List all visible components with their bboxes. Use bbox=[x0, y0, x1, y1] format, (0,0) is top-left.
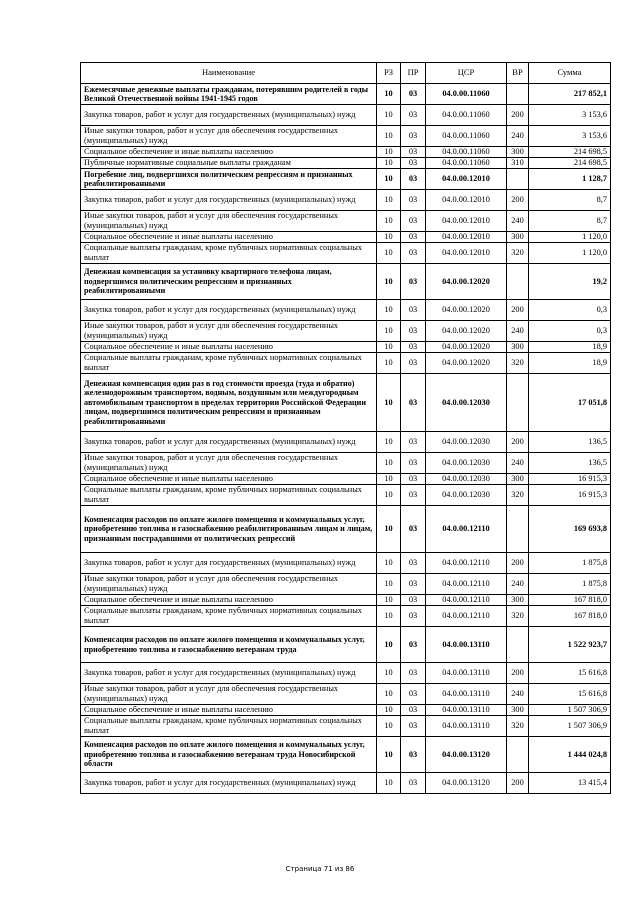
row-rz: 10 bbox=[377, 627, 401, 663]
row-csr: 04.0.00.11060 bbox=[426, 158, 507, 169]
row-sum: 1 875,8 bbox=[529, 553, 611, 574]
row-pr: 03 bbox=[401, 705, 426, 716]
row-rz: 10 bbox=[377, 705, 401, 716]
row-vr: 200 bbox=[507, 773, 529, 794]
row-csr: 04.0.00.13110 bbox=[426, 705, 507, 716]
table-row-section bbox=[81, 169, 611, 190]
row-name: Закупка товаров, работ и услуг для государственных (муниципальных) нужд bbox=[81, 105, 377, 126]
header-name: Наименование bbox=[81, 63, 377, 84]
row-vr bbox=[507, 737, 529, 773]
row-csr: 04.0.00.13120 bbox=[426, 773, 507, 794]
row-sum: 169 693,8 bbox=[529, 506, 611, 553]
row-name: Иные закупки товаров, работ и услуг для обеспечения государственных (муниципальных) нужд bbox=[81, 684, 377, 705]
table-row bbox=[81, 553, 611, 574]
row-rz: 10 bbox=[377, 211, 401, 232]
row-csr: 04.0.00.12010 bbox=[426, 190, 507, 211]
table-row bbox=[81, 211, 611, 232]
row-pr: 03 bbox=[401, 264, 426, 300]
row-sum: 13 415,4 bbox=[529, 773, 611, 794]
table-row-section bbox=[81, 627, 611, 663]
row-name: Денежная компенсация один раз в год стоимости проезда (туда и обратно) железнодорожным транспортом, водным, воздушным или междугородным автомобильным транспортом в пределах территории Российской Федерации лицам, подвергшимся политическим репрессиям и признанным реабилитированными bbox=[81, 374, 377, 432]
row-pr: 03 bbox=[401, 105, 426, 126]
row-pr: 03 bbox=[401, 321, 426, 342]
row-vr: 300 bbox=[507, 474, 529, 485]
row-csr: 04.0.00.12110 bbox=[426, 595, 507, 606]
row-sum: 8,7 bbox=[529, 190, 611, 211]
row-vr: 240 bbox=[507, 211, 529, 232]
row-csr: 04.0.00.12020 bbox=[426, 342, 507, 353]
row-name: Публичные нормативные социальные выплаты гражданам bbox=[81, 158, 377, 169]
row-rz: 10 bbox=[377, 574, 401, 595]
row-pr: 03 bbox=[401, 126, 426, 147]
row-name: Закупка товаров, работ и услуг для государственных (муниципальных) нужд bbox=[81, 432, 377, 453]
row-rz: 10 bbox=[377, 663, 401, 684]
row-sum: 167 818,0 bbox=[529, 595, 611, 606]
row-vr: 200 bbox=[507, 105, 529, 126]
row-vr: 240 bbox=[507, 126, 529, 147]
header-vr: ВР bbox=[507, 63, 529, 84]
row-pr: 03 bbox=[401, 506, 426, 553]
row-name: Компенсация расходов по оплате жилого помещения и коммунальных услуг, приобретению топлива и газоснабжению ветеранам труда bbox=[81, 627, 377, 663]
row-sum: 1 120,0 bbox=[529, 243, 611, 264]
row-rz: 10 bbox=[377, 169, 401, 190]
header-sum: Сумма bbox=[529, 63, 611, 84]
row-pr: 03 bbox=[401, 574, 426, 595]
row-sum: 214 698,5 bbox=[529, 147, 611, 158]
row-sum: 15 616,8 bbox=[529, 663, 611, 684]
row-csr: 04.0.00.13110 bbox=[426, 627, 507, 663]
row-name: Социальное обеспечение и иные выплаты населению bbox=[81, 595, 377, 606]
row-vr: 200 bbox=[507, 553, 529, 574]
row-rz: 10 bbox=[377, 506, 401, 553]
table-row bbox=[81, 342, 611, 353]
row-csr: 04.0.00.12030 bbox=[426, 374, 507, 432]
row-name: Иные закупки товаров, работ и услуг для обеспечения государственных (муниципальных) нужд bbox=[81, 126, 377, 147]
table-row bbox=[81, 243, 611, 264]
row-rz: 10 bbox=[377, 553, 401, 574]
row-rz: 10 bbox=[377, 105, 401, 126]
row-csr: 04.0.00.12020 bbox=[426, 300, 507, 321]
row-pr: 03 bbox=[401, 243, 426, 264]
table-row bbox=[81, 773, 611, 794]
row-pr: 03 bbox=[401, 773, 426, 794]
row-rz: 10 bbox=[377, 126, 401, 147]
row-rz: 10 bbox=[377, 147, 401, 158]
row-vr: 320 bbox=[507, 353, 529, 374]
row-name: Закупка товаров, работ и услуг для государственных (муниципальных) нужд bbox=[81, 773, 377, 794]
row-name: Денежная компенсация за установку квартирного телефона лицам, подвергшимся политическим репрессиям и признанных реабилитированными bbox=[81, 264, 377, 300]
row-sum: 167 818,0 bbox=[529, 606, 611, 627]
row-pr: 03 bbox=[401, 737, 426, 773]
row-csr: 04.0.00.12010 bbox=[426, 169, 507, 190]
row-rz: 10 bbox=[377, 474, 401, 485]
row-rz: 10 bbox=[377, 232, 401, 243]
row-name: Иные закупки товаров, работ и услуг для обеспечения государственных (муниципальных) нужд bbox=[81, 211, 377, 232]
row-sum: 136,5 bbox=[529, 432, 611, 453]
row-csr: 04.0.00.13110 bbox=[426, 716, 507, 737]
table-row-section bbox=[81, 737, 611, 773]
row-sum: 1 507 306,9 bbox=[529, 705, 611, 716]
row-name: Социальное обеспечение и иные выплаты населению bbox=[81, 147, 377, 158]
row-name: Социальные выплаты гражданам, кроме публичных нормативных социальных выплат bbox=[81, 485, 377, 506]
row-pr: 03 bbox=[401, 147, 426, 158]
table-row bbox=[81, 158, 611, 169]
row-sum: 0,3 bbox=[529, 321, 611, 342]
row-vr: 240 bbox=[507, 453, 529, 474]
row-sum: 1 507 306,9 bbox=[529, 716, 611, 737]
row-rz: 10 bbox=[377, 300, 401, 321]
row-csr: 04.0.00.12010 bbox=[426, 232, 507, 243]
row-name: Закупка товаров, работ и услуг для государственных (муниципальных) нужд bbox=[81, 553, 377, 574]
table-row bbox=[81, 432, 611, 453]
row-sum: 0,3 bbox=[529, 300, 611, 321]
row-name: Закупка товаров, работ и услуг для государственных (муниципальных) нужд bbox=[81, 663, 377, 684]
row-csr: 04.0.00.12020 bbox=[426, 321, 507, 342]
table-body bbox=[81, 84, 611, 794]
row-sum: 1 120,0 bbox=[529, 232, 611, 243]
row-pr: 03 bbox=[401, 606, 426, 627]
row-pr: 03 bbox=[401, 158, 426, 169]
row-csr: 04.0.00.12010 bbox=[426, 211, 507, 232]
row-sum: 18,9 bbox=[529, 353, 611, 374]
row-pr: 03 bbox=[401, 627, 426, 663]
row-vr: 200 bbox=[507, 432, 529, 453]
row-name: Социальные выплаты гражданам, кроме публичных нормативных социальных выплат bbox=[81, 606, 377, 627]
row-pr: 03 bbox=[401, 211, 426, 232]
table-row bbox=[81, 716, 611, 737]
row-pr: 03 bbox=[401, 595, 426, 606]
row-vr: 200 bbox=[507, 300, 529, 321]
row-sum: 16 915,3 bbox=[529, 474, 611, 485]
row-vr: 300 bbox=[507, 232, 529, 243]
row-pr: 03 bbox=[401, 84, 426, 105]
row-rz: 10 bbox=[377, 84, 401, 105]
row-vr: 200 bbox=[507, 190, 529, 211]
row-csr: 04.0.00.11060 bbox=[426, 105, 507, 126]
table-row bbox=[81, 474, 611, 485]
row-sum: 19,2 bbox=[529, 264, 611, 300]
row-sum: 8,7 bbox=[529, 211, 611, 232]
row-vr: 320 bbox=[507, 606, 529, 627]
row-vr: 240 bbox=[507, 321, 529, 342]
row-rz: 10 bbox=[377, 190, 401, 211]
row-rz: 10 bbox=[377, 353, 401, 374]
table-row bbox=[81, 453, 611, 474]
row-rz: 10 bbox=[377, 606, 401, 627]
row-csr: 04.0.00.11060 bbox=[426, 84, 507, 105]
row-name: Социальное обеспечение и иные выплаты населению bbox=[81, 232, 377, 243]
row-vr bbox=[507, 264, 529, 300]
row-pr: 03 bbox=[401, 485, 426, 506]
table-row bbox=[81, 300, 611, 321]
row-rz: 10 bbox=[377, 595, 401, 606]
row-rz: 10 bbox=[377, 158, 401, 169]
header-csr: ЦСР bbox=[426, 63, 507, 84]
row-pr: 03 bbox=[401, 169, 426, 190]
row-vr: 240 bbox=[507, 684, 529, 705]
row-sum: 3 153,6 bbox=[529, 126, 611, 147]
row-name: Погребение лиц, подвергшихся политическим репрессиям и признанных реабилитированными bbox=[81, 169, 377, 190]
row-rz: 10 bbox=[377, 453, 401, 474]
row-csr: 04.0.00.12010 bbox=[426, 243, 507, 264]
row-csr: 04.0.00.12030 bbox=[426, 432, 507, 453]
row-vr bbox=[507, 169, 529, 190]
header-pr: ПР bbox=[401, 63, 426, 84]
row-sum: 1 875,8 bbox=[529, 574, 611, 595]
row-sum: 3 153,6 bbox=[529, 105, 611, 126]
row-name: Социальное обеспечение и иные выплаты населению bbox=[81, 342, 377, 353]
row-csr: 04.0.00.13110 bbox=[426, 684, 507, 705]
row-rz: 10 bbox=[377, 773, 401, 794]
row-name: Социальное обеспечение и иные выплаты населению bbox=[81, 705, 377, 716]
table-row-section bbox=[81, 506, 611, 553]
row-pr: 03 bbox=[401, 716, 426, 737]
table-row-section bbox=[81, 264, 611, 300]
row-pr: 03 bbox=[401, 300, 426, 321]
row-vr: 240 bbox=[507, 574, 529, 595]
row-name: Социальные выплаты гражданам, кроме публичных нормативных социальных выплат bbox=[81, 243, 377, 264]
header-rz: РЗ bbox=[377, 63, 401, 84]
row-pr: 03 bbox=[401, 432, 426, 453]
row-name: Компенсация расходов по оплате жилого помещения и коммунальных услуг, приобретению топлива и газоснабжению ветеранам труда Новосибирской области bbox=[81, 737, 377, 773]
row-csr: 04.0.00.12110 bbox=[426, 606, 507, 627]
row-rz: 10 bbox=[377, 737, 401, 773]
row-pr: 03 bbox=[401, 474, 426, 485]
row-rz: 10 bbox=[377, 342, 401, 353]
row-vr bbox=[507, 84, 529, 105]
row-name: Компенсация расходов по оплате жилого помещения и коммунальных услуг, приобретению топлива и газоснабжению реабилитированным лицам и лицам, признанным пострадавшими от политических репрессий bbox=[81, 506, 377, 553]
row-csr: 04.0.00.11060 bbox=[426, 147, 507, 158]
table-row-section bbox=[81, 84, 611, 105]
row-csr: 04.0.00.12030 bbox=[426, 453, 507, 474]
row-sum: 1 444 024,8 bbox=[529, 737, 611, 773]
row-name: Социальные выплаты гражданам, кроме публичных нормативных социальных выплат bbox=[81, 353, 377, 374]
table-row bbox=[81, 126, 611, 147]
table-row bbox=[81, 606, 611, 627]
row-csr: 04.0.00.12110 bbox=[426, 506, 507, 553]
row-vr: 310 bbox=[507, 158, 529, 169]
row-sum: 15 616,8 bbox=[529, 684, 611, 705]
row-vr: 300 bbox=[507, 705, 529, 716]
row-rz: 10 bbox=[377, 374, 401, 432]
row-pr: 03 bbox=[401, 342, 426, 353]
table-row bbox=[81, 232, 611, 243]
row-rz: 10 bbox=[377, 485, 401, 506]
row-rz: 10 bbox=[377, 243, 401, 264]
row-sum: 17 051,8 bbox=[529, 374, 611, 432]
row-csr: 04.0.00.12020 bbox=[426, 264, 507, 300]
table-row bbox=[81, 684, 611, 705]
row-pr: 03 bbox=[401, 684, 426, 705]
row-pr: 03 bbox=[401, 374, 426, 432]
row-vr: 300 bbox=[507, 342, 529, 353]
row-rz: 10 bbox=[377, 432, 401, 453]
table-row bbox=[81, 190, 611, 211]
row-sum: 214 698,5 bbox=[529, 158, 611, 169]
row-vr: 300 bbox=[507, 595, 529, 606]
row-vr: 300 bbox=[507, 147, 529, 158]
row-csr: 04.0.00.12030 bbox=[426, 474, 507, 485]
row-csr: 04.0.00.11060 bbox=[426, 126, 507, 147]
row-csr: 04.0.00.12030 bbox=[426, 485, 507, 506]
row-rz: 10 bbox=[377, 684, 401, 705]
row-csr: 04.0.00.12110 bbox=[426, 553, 507, 574]
page-footer: Страница 71 из 86 bbox=[285, 865, 355, 873]
row-name: Иные закупки товаров, работ и услуг для обеспечения государственных (муниципальных) нужд bbox=[81, 321, 377, 342]
table-row bbox=[81, 705, 611, 716]
row-name: Ежемесячные денежные выплаты гражданам, потерявшим родителей в годы Великой Отечественной войны 1941-1945 годов bbox=[81, 84, 377, 105]
row-pr: 03 bbox=[401, 553, 426, 574]
row-sum: 1 522 923,7 bbox=[529, 627, 611, 663]
row-pr: 03 bbox=[401, 232, 426, 243]
row-rz: 10 bbox=[377, 321, 401, 342]
row-name: Иные закупки товаров, работ и услуг для обеспечения государственных (муниципальных) нужд bbox=[81, 574, 377, 595]
row-csr: 04.0.00.13110 bbox=[426, 663, 507, 684]
row-sum: 16 915,3 bbox=[529, 485, 611, 506]
row-name: Социальные выплаты гражданам, кроме публичных нормативных социальных выплат bbox=[81, 716, 377, 737]
table-row bbox=[81, 485, 611, 506]
row-pr: 03 bbox=[401, 190, 426, 211]
table-row bbox=[81, 574, 611, 595]
row-vr: 320 bbox=[507, 243, 529, 264]
row-sum: 18,9 bbox=[529, 342, 611, 353]
table-header bbox=[81, 63, 611, 84]
budget-table bbox=[80, 62, 611, 794]
row-pr: 03 bbox=[401, 353, 426, 374]
table-row bbox=[81, 353, 611, 374]
row-rz: 10 bbox=[377, 264, 401, 300]
row-csr: 04.0.00.12110 bbox=[426, 574, 507, 595]
row-csr: 04.0.00.13120 bbox=[426, 737, 507, 773]
row-vr bbox=[507, 506, 529, 553]
row-name: Закупка товаров, работ и услуг для государственных (муниципальных) нужд bbox=[81, 190, 377, 211]
row-vr bbox=[507, 374, 529, 432]
row-vr: 200 bbox=[507, 663, 529, 684]
row-rz: 10 bbox=[377, 716, 401, 737]
row-pr: 03 bbox=[401, 663, 426, 684]
table-row bbox=[81, 663, 611, 684]
row-name: Иные закупки товаров, работ и услуг для обеспечения государственных (муниципальных) нужд bbox=[81, 453, 377, 474]
row-sum: 1 128,7 bbox=[529, 169, 611, 190]
row-name: Закупка товаров, работ и услуг для государственных (муниципальных) нужд bbox=[81, 300, 377, 321]
row-sum: 136,5 bbox=[529, 453, 611, 474]
row-pr: 03 bbox=[401, 453, 426, 474]
row-name: Социальное обеспечение и иные выплаты населению bbox=[81, 474, 377, 485]
table-row bbox=[81, 105, 611, 126]
table-row-section bbox=[81, 374, 611, 432]
row-vr bbox=[507, 627, 529, 663]
row-vr: 320 bbox=[507, 716, 529, 737]
row-sum: 217 852,1 bbox=[529, 84, 611, 105]
table-row bbox=[81, 147, 611, 158]
table-row bbox=[81, 321, 611, 342]
row-vr: 320 bbox=[507, 485, 529, 506]
table-row bbox=[81, 595, 611, 606]
row-csr: 04.0.00.12020 bbox=[426, 353, 507, 374]
